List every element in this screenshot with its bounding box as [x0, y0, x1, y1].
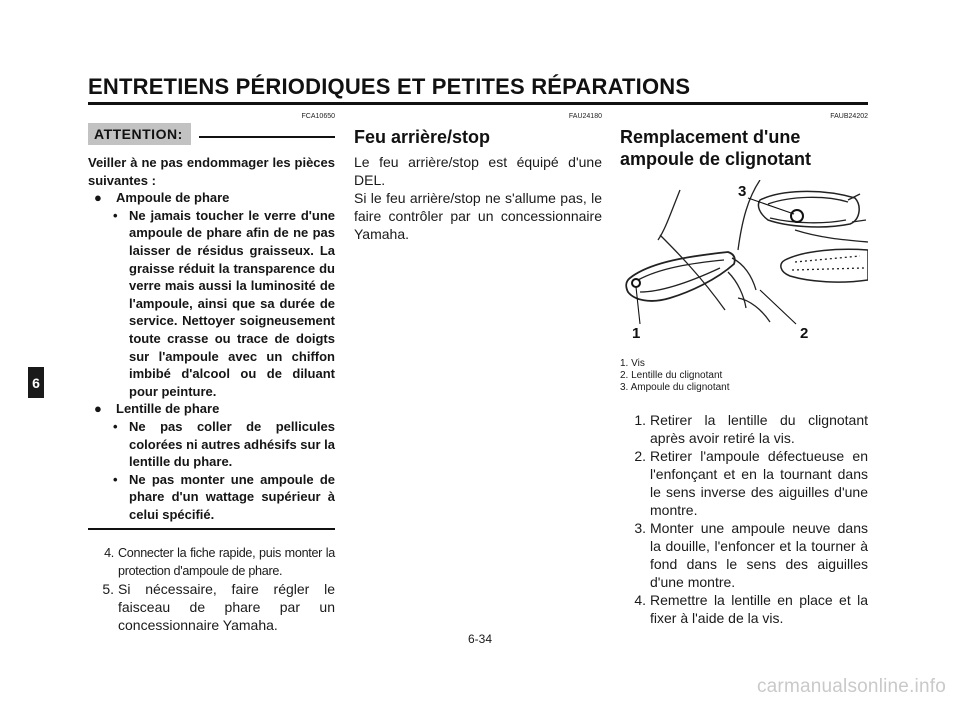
callout-2: 2 [800, 325, 809, 342]
column-attention [88, 112, 335, 634]
section-title: Feu arrière/stop [354, 127, 491, 147]
bulb-icon [791, 210, 803, 222]
chapter-tab: 6 [28, 367, 44, 398]
attention-heading [88, 123, 335, 145]
step-text: Retirer l'ampoule défectueuse en l'enfonçant et en la tournant dans le sens inverse des aiguilles d'une montre. [650, 448, 868, 518]
attention-end-rule [88, 528, 335, 530]
watermark-text: carmanualsonline.info [756, 676, 946, 697]
sub-bullet-icon: • [113, 418, 118, 434]
step-item [620, 591, 868, 627]
page-number: 6-34 [467, 632, 493, 646]
step-number: 2. [634, 448, 646, 464]
bullet-label: Ampoule de phare [116, 190, 230, 206]
caption-line: 3. Ampoule du clignotant [620, 382, 730, 393]
bullet-dot-icon: ● [94, 190, 102, 206]
caption-line: 1. Vis [620, 358, 645, 369]
step-list [620, 411, 868, 627]
step-number: 5. [102, 580, 114, 597]
sub-item [113, 471, 335, 524]
header-rule [88, 102, 868, 105]
body-paragraph: Si le feu arrière/stop ne s'allume pas, le faire contrôler par un concessionnaire Yamaha. [354, 190, 602, 242]
bullet-dot-icon: ● [94, 401, 102, 417]
turn-signal-illustration [620, 180, 868, 358]
section-title-line: Remplacement d'une [620, 127, 801, 147]
sub-item [113, 207, 335, 401]
reference-code: FCA10650 [301, 113, 335, 120]
section-title [620, 126, 868, 170]
section-title-line: ampoule de clignotant [620, 149, 812, 169]
sub-bullet-icon: • [113, 471, 118, 487]
step-item [620, 447, 868, 519]
callout-3: 3 [738, 183, 747, 200]
step-number: 4. [104, 545, 114, 560]
step-text: Monter une ampoule neuve dans la douille, l'enfoncer et la tourner à fond dans le sens des aiguilles d'une montre. [650, 520, 868, 590]
callout-1: 1 [632, 325, 641, 342]
step-number: 4. [634, 592, 646, 608]
step-item [88, 580, 335, 634]
step-item [620, 411, 868, 447]
reference-code: FAU24180 [568, 113, 602, 120]
column-turn-signal [620, 112, 868, 627]
bullet-item [94, 400, 335, 418]
column-tail-light [354, 112, 602, 243]
sub-item [113, 418, 335, 471]
step-text: Retirer la lentille du clignotant après avoir retiré la vis. [650, 412, 868, 446]
sub-item-text: Ne pas monter une ampoule de phare d'un wattage supérieur à celui spécifié. [129, 471, 335, 522]
attention-badge: ATTENTION: [88, 123, 191, 145]
screw-icon [632, 279, 640, 287]
attention-intro: Veiller à ne pas endommager les pièces suivantes : [88, 155, 335, 188]
step-item [88, 544, 335, 580]
reference-code: FAUB24202 [830, 113, 868, 120]
bullet-label: Lentille de phare [116, 401, 220, 417]
sub-bullet-icon: • [113, 207, 118, 223]
attention-rule [199, 136, 335, 138]
step-list [88, 544, 335, 634]
step-text: Remettre la lentille en place et la fixer à l'aide de la vis. [650, 592, 868, 626]
sub-item-text: Ne pas coller de pellicules colorées ni autres adhésifs sur la lentille du phare. [129, 418, 335, 470]
step-item [620, 519, 868, 591]
body-paragraph: Le feu arrière/stop est équipé d'une DEL. [354, 154, 602, 188]
bullet-item [94, 189, 335, 207]
caption-line: 2. Lentille du clignotant [620, 370, 723, 381]
step-number: 1. [634, 412, 646, 428]
step-number: 3. [634, 520, 646, 536]
figure-captions [620, 358, 868, 394]
page-header-title: ENTRETIENS PÉRIODIQUES ET PETITES RÉPARATIONS [88, 74, 691, 99]
attention-block [88, 154, 335, 530]
step-text: Connecter la fiche rapide, puis monter la protection d'ampoule de phare. [118, 545, 335, 578]
sub-item-text: Ne jamais toucher le verre d'une ampoule de phare afin de ne pas laisser de résidus graisseux. La graisse réduit la transparence du verre mais aussi la luminosité de l'ampoule, ainsi que sa durée de service. Nettoyer soigneusement toute crasse ou trace de doigts sur l'ampoule avec un chiffon imbibé d'alcool ou de diluant pour peinture. [129, 207, 335, 399]
step-text: Si nécessaire, faire régler le faisceau de phare par un concessionnaire Yamaha. [118, 580, 335, 633]
